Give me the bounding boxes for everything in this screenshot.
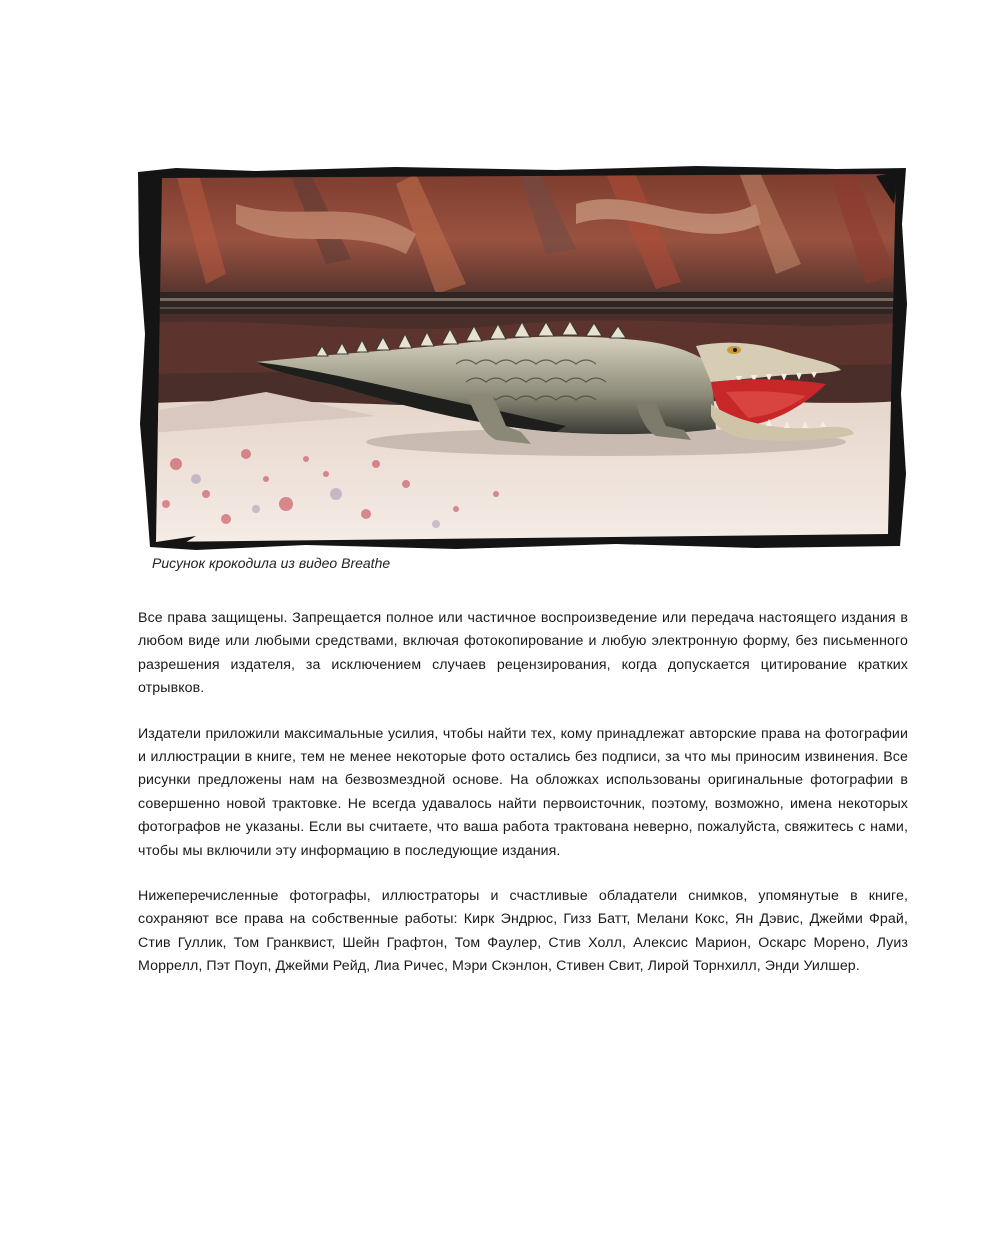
copyright-text	[138, 607, 908, 1001]
crocodile-illustration	[136, 164, 908, 550]
paragraph-photographers: Нижеперечисленные фотографы, иллюстраторы и счастливые обладатели снимков, упомянутые в книге, сохраняют все права на собственные работы: Кирк Эндрюс, Гизз Батт, Мелани Кокс, Ян Дэвис, Джейми Фрай, Стив Гуллик, Том Гранквист, Шейн Графтон, Том Фаулер, Стив Холл, Алексис Марион, Оскарс Морено, Луиз Моррелл, Пэт Поуп, Джейми Рейд, Лиа Ричес, Мэри Скэнлон, Стивен Свит, Лирой Торнхилл, Энди Уилшер.	[138, 888, 908, 975]
paragraph-rights: Все права защищены. Запрещается полное или частичное воспроизведение или передача настоящего издания в любом виде или любыми средствами, включая фотокопирование и любую электронную форму, без письменного разрешения издателя, за исключением случаев рецензирования, когда допускается цитирование кратких отрывков.	[138, 610, 908, 697]
figure-caption: Рисунок крокодила из видео Breathe	[152, 555, 391, 571]
paragraph-publishers: Издатели приложили максимальные усилия, чтобы найти тех, кому принадлежат авторские права на фотографии и иллюстрации в книге, тем не менее некоторые фото остались без подписи, за что мы приносим извинения. Все рисунки предложены нам на безвозмездной основе. На обложках использованы оригинальные фотографии в совершенно новой трактовке. Не всегда удавалось найти первоисточник, поэтому, возможно, имена некоторых фотографов не указаны. Если вы считаете, что ваша работа трактована неверно, пожалуйста, свяжитесь с нами, чтобы мы включили эту информацию в последующие издания.	[138, 725, 908, 859]
